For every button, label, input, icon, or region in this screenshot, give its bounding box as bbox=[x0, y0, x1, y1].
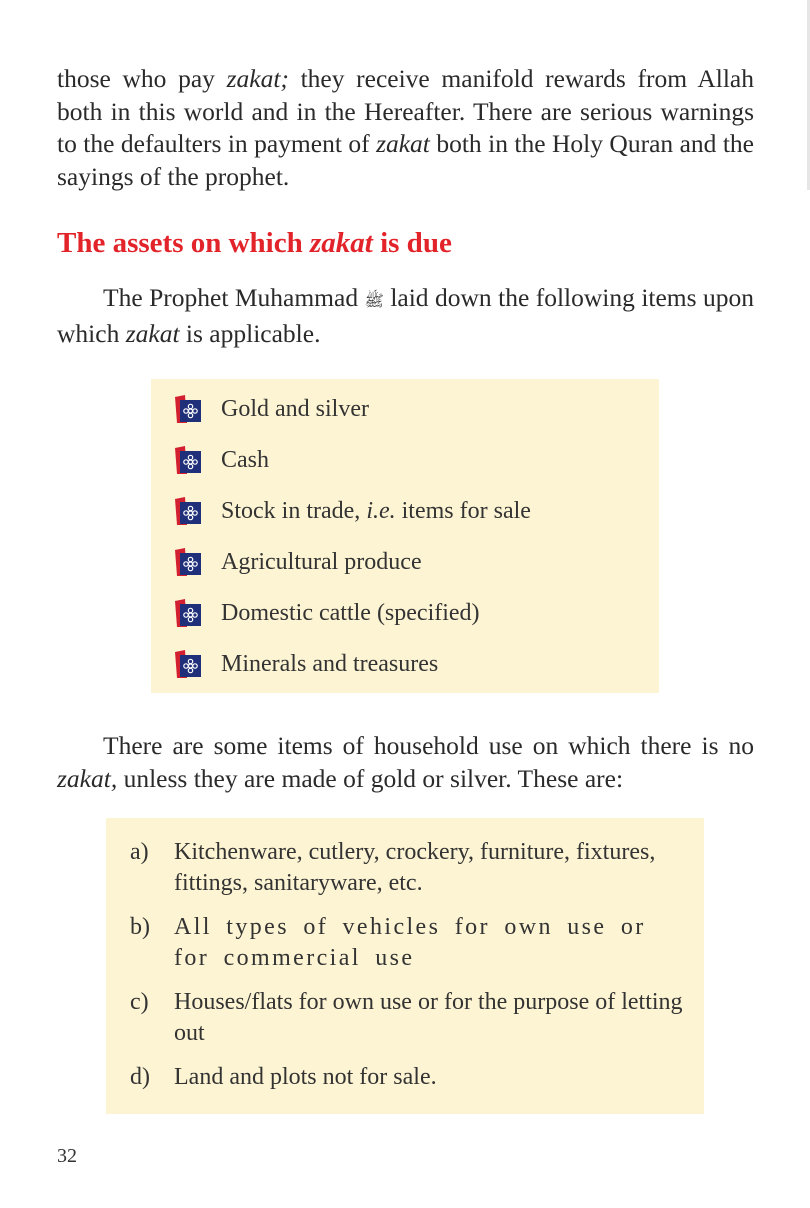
asset-label-after: items for sale bbox=[395, 497, 531, 524]
exempt-item-letter: b) bbox=[130, 914, 150, 940]
prophet-paragraph bbox=[57, 282, 754, 350]
asset-label: Agricultural produce bbox=[221, 548, 422, 575]
asset-item bbox=[175, 598, 480, 628]
asset-item bbox=[175, 496, 531, 526]
exempt-item-text: Houses/flats for own use or for the purpose of letting out bbox=[174, 989, 683, 1046]
section-heading bbox=[57, 227, 452, 260]
prophet-text-1: The Prophet Muhammad bbox=[103, 283, 365, 312]
intro-zakat-term: zakat; bbox=[226, 64, 289, 93]
asset-label-ie: i.e. bbox=[366, 497, 396, 524]
asset-label: Gold and silver bbox=[221, 395, 369, 422]
asset-item bbox=[175, 649, 438, 679]
heading-text-before: The assets on which bbox=[57, 227, 310, 259]
flower-bullet-icon bbox=[175, 497, 201, 525]
intro-text-3: both in the Holy Quran and the sayings of the prophet. bbox=[57, 129, 754, 191]
exempt-item-text: All types of vehicles for own use or for commercial use bbox=[174, 914, 646, 971]
prophet-zakat-term: zakat bbox=[125, 318, 180, 348]
flower-bullet-icon bbox=[175, 599, 201, 627]
intro-text-1: those who pay bbox=[57, 64, 227, 93]
prophet-text-3: is applicable. bbox=[179, 318, 321, 348]
asset-item bbox=[175, 394, 369, 424]
flower-bullet-icon bbox=[175, 395, 201, 423]
asset-label: Minerals and treasures bbox=[221, 650, 439, 677]
prophet-text-2: laid down the following items upon which bbox=[57, 283, 755, 348]
heading-text-after: is due bbox=[372, 227, 452, 259]
intro-text-2: they receive manifold rewards from Allah both in this world and in the Hereafter. There are serious warnings to the defaulters in payment of bbox=[57, 64, 755, 158]
exempt-item-letter: c) bbox=[130, 989, 149, 1015]
exempt-item-letter: a) bbox=[130, 839, 149, 865]
household-paragraph bbox=[57, 730, 754, 795]
exempt-item-text: Kitchenware, cutlery, crockery, furniture, fixtures, fittings, sanitaryware, etc. bbox=[174, 839, 656, 896]
exempt-item-text: Land and plots not for sale. bbox=[174, 1064, 437, 1090]
flower-bullet-icon bbox=[175, 548, 201, 576]
household-text-1: There are some items of household use on which there is no bbox=[103, 731, 754, 760]
heading-zakat-term: zakat bbox=[310, 227, 373, 259]
asset-label bbox=[221, 498, 531, 525]
flower-bullet-icon bbox=[175, 650, 201, 678]
household-zakat-term: zakat, bbox=[57, 763, 118, 793]
asset-label: Domestic cattle (specified) bbox=[221, 599, 480, 626]
flower-bullet-icon bbox=[175, 446, 201, 474]
exempt-items-box bbox=[106, 818, 704, 1114]
exempt-item-letter: d) bbox=[130, 1064, 150, 1090]
honorific-symbol: ﷺ bbox=[364, 291, 384, 310]
intro-paragraph bbox=[57, 63, 754, 193]
asset-item bbox=[175, 445, 269, 475]
page-number: 32 bbox=[57, 1145, 77, 1167]
assets-list-box bbox=[151, 379, 659, 693]
intro-zakat-term-2: zakat bbox=[376, 129, 430, 158]
household-text-2: unless they are made of gold or silver. These are: bbox=[117, 763, 624, 793]
asset-item bbox=[175, 547, 422, 577]
asset-label-before: Stock in trade, bbox=[221, 497, 367, 524]
asset-label: Cash bbox=[221, 446, 269, 473]
